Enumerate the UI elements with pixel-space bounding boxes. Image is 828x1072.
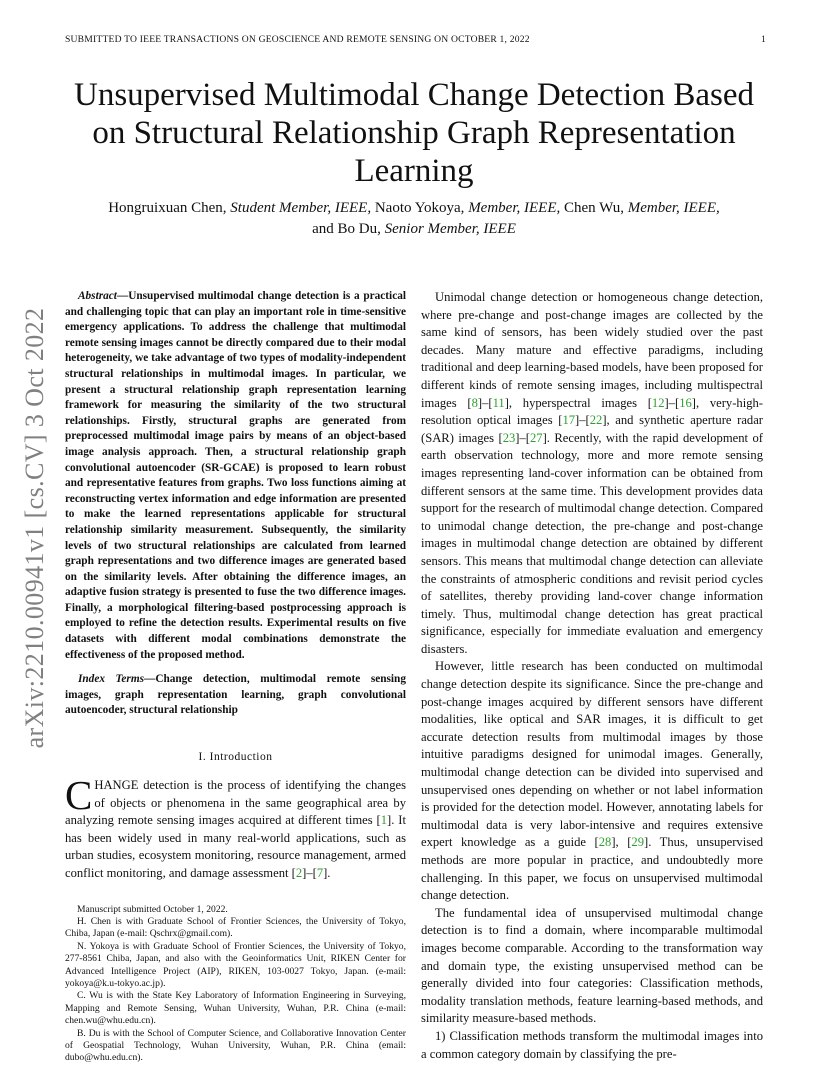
footnote: H. Chen is with Graduate School of Frontier Sciences, the University of Tokyo, Chiba, Japan (e-mail: Qschrx@gmail.com). <box>65 916 406 940</box>
citation-link[interactable]: 22 <box>589 413 603 428</box>
text-run: ]. It has been widely used in many real-world applications, such as urban studies, ecosystem monitoring, resource management, armed conflict monitoring, and damage assessment [ <box>65 813 406 880</box>
citation-link[interactable]: 8 <box>471 395 478 410</box>
text-run: Unimodal change detection or homogeneous change detection, where pre-change and post-change images are collected by the same kind of sensors, has been widely studied over the past decades. Many mature and effective paradigms, including traditional and deep learning-based models, have been proposed for different kinds of remote sensing images, including multispectral images [ <box>421 290 763 410</box>
author-list <box>80 198 748 240</box>
page-number: 1 <box>761 34 766 45</box>
citation-link[interactable]: 11 <box>492 395 505 410</box>
running-header <box>65 34 766 45</box>
footnote: N. Yokoya is with Graduate School of Frontier Sciences, the University of Tokyo, 277-8561 Chiba, Japan, and also with the Geoinformatics Unit, RIKEN Center for Advanced Intelligence Project (AIP), RIKEN, 103-0027 Tokyo, Japan. (e-mail: yokoya@k.u-tokyo.ac.jp). <box>65 940 406 990</box>
author-name: Hongruixuan Chen, <box>108 200 231 216</box>
footnotes <box>65 904 406 1065</box>
text-run: ]–[ <box>664 395 680 410</box>
author-name: Naoto Yokoya, <box>371 200 469 216</box>
author-role: Student Member, IEEE, <box>230 200 372 216</box>
footnote: C. Wu is with the State Key Laboratory of Information Engineering in Surveying, Mapping and Remote Sensing, Wuhan University, Wuhan, P.R. China (e-mail: chen.wu@whu.edu.cn). <box>65 990 406 1027</box>
left-column <box>65 289 406 1065</box>
text-run: ], and synthetic aperture radar (SAR) images [ <box>421 413 763 445</box>
text-run: ]. Recently, with the rapid development of earth observation technology, more and more remote sensing images representing land-cover information can be obtained from different sensors at the same time. This development provides data support for the research of multimodal change detection. Compared to unimodal change detection, the pre-change and post-change images in multimodal change detection are obtained by different sensors. This means that multimodal change detection can alleviate the constraints of atmospheric conditions and revisit period cycles of satellites, thereby providing land-cover change information timely. Thus, multimodal change detection has great practical significance, especially for immediate evaluation and emergency disasters. <box>421 430 763 656</box>
arxiv-stamp <box>10 292 60 764</box>
citation-link[interactable]: 27 <box>529 430 543 445</box>
citation-link[interactable]: 7 <box>316 866 324 880</box>
right-column <box>421 289 763 1063</box>
citation-link[interactable]: 16 <box>679 395 692 410</box>
citation-link[interactable]: 29 <box>631 835 644 850</box>
abstract-label: Abstract <box>78 290 117 302</box>
paper-title: Unsupervised Multimodal Change Detection Based on Structural Relationship Graph Representation Learning <box>73 77 755 189</box>
author-role: Member, IEEE, <box>468 200 561 216</box>
index-terms <box>65 672 406 719</box>
citation-link[interactable]: 23 <box>502 430 516 445</box>
citation-link[interactable]: 1 <box>380 813 388 828</box>
text-run: ]–[ <box>575 413 590 428</box>
text-run: ]–[ <box>477 395 493 410</box>
section-heading: I. Introduction <box>198 751 273 764</box>
citation-link[interactable]: 12 <box>651 395 665 410</box>
text-run: ], hyperspectral images [ <box>504 395 652 410</box>
arxiv-stamp-text: arXiv:2210.00941v1 [cs.CV] 3 Oct 2022 <box>20 307 49 749</box>
citation-link[interactable]: 28 <box>598 835 612 850</box>
index-terms-label: Index Terms <box>78 673 145 686</box>
text-run: ]–[ <box>302 866 317 880</box>
index-terms-text: —Change detection, multimodal remote sensing images, graph representation learning, graph convolutional autoencoder, structural relationship <box>65 673 406 717</box>
body-paragraph: 1) Classification methods transform the multimodal images into a common category domain by classifying the pre- <box>421 1028 763 1061</box>
footnote: B. Du is with the School of Computer Science, and Collaborative Innovation Center of Geospatial Technology, Wuhan University, Wuhan, P.R. China (email: dubo@whu.edu.cn). <box>65 1027 406 1064</box>
abstract-text: —Unsupervised multimodal change detection is a practical and challenging topic that can play an important role in time-sensitive emergency applications. To address the challenge that multimodal remote sensing images cannot be directly compared due to their modal heterogeneity, we take advantage of two types of modality-independent structural relationships in multimodal images. In particular, we present a structural relationship graph representation learning framework for measuring the similarity of the two structural relationships. Firstly, structural graphs are generated from preprocessed multimodal image pairs by means of an object-based image analysis approach. Then, a structural relationship graph convolutional autoencoder (SR-GCAE) is proposed to learn robust and representative features from graphs. Two loss functions aiming at reconstructing vertex information and edge information are presented to make the learned representations applicable for structural relationship similarity measurement. Subsequently, the similarity levels of two structural relationships are calculated from learned graph representations and two difference images are generated based on the similarity levels. After obtaining the difference images, an adaptive fusion strategy is presented to fuse the two difference images. Finally, a morphological filtering-based postprocessing approach is employed to refine the detection results. Experimental results on five datasets with different modal combinations demonstrate the effectiveness of the proposed method. <box>65 290 406 661</box>
body-paragraph: The fundamental idea of unsupervised multimodal change detection is to find a domain, where incomparable multimodal images become comparable. According to the transformation way and domain type, the existing unsupervised method can be generally divided into four categories: Classification methods, modality translation methods, feature learning-based methods, and similarity measure-based methods. <box>421 905 763 1026</box>
text-run: HANGE detection is the process of identifying the changes of objects or phenomena in the same geographical area by analyzing remote sensing images acquired at different times [ <box>65 778 406 828</box>
author-role: Senior Member, IEEE <box>384 221 516 237</box>
citation-link[interactable]: 2 <box>295 866 303 880</box>
text-run: ], [ <box>611 835 632 850</box>
drop-cap: C <box>65 772 93 819</box>
author-name: and Bo Du, <box>312 221 385 237</box>
abstract <box>65 289 406 663</box>
footnote: Manuscript submitted October 1, 2022. <box>77 903 228 915</box>
text-run: ]–[ <box>515 430 530 445</box>
body-paragraph <box>421 658 763 904</box>
body-paragraph <box>421 289 763 658</box>
text-run: However, little research has been conducted on multimodal change detection despite its significance. Since the pre-change and post-change images acquired by different sensors have different modalities, like optical and SAR images, it is difficult to get accurate detection results from multimodal images by those intuitive paradigms designed for unimodal images. Generally, multimodal change detection can be divided into supervised and unsupervised ones depending on whether or not label information is provided for the detection model. However, annotating labels for multimodal data is very labor-intensive and requires extensive expert knowledge as a guide [ <box>421 659 763 850</box>
citation-link[interactable]: 17 <box>562 413 576 428</box>
author-name: Chen Wu, <box>560 200 628 216</box>
author-role: Member, IEEE, <box>627 200 720 216</box>
running-title: SUBMITTED TO IEEE TRANSACTIONS ON GEOSCIENCE AND REMOTE SENSING ON OCTOBER 1, 2022 <box>65 34 530 45</box>
text-run: ], very-high-resolution optical images [ <box>421 395 763 428</box>
intro-paragraph <box>65 772 406 883</box>
text-run: ]. <box>323 866 331 880</box>
text-run: ]. Thus, unsupervised methods are more popular in practice, and undoubtedly more challenging. In this paper, we focus on unsupervised multimodal change detection. <box>421 835 763 903</box>
